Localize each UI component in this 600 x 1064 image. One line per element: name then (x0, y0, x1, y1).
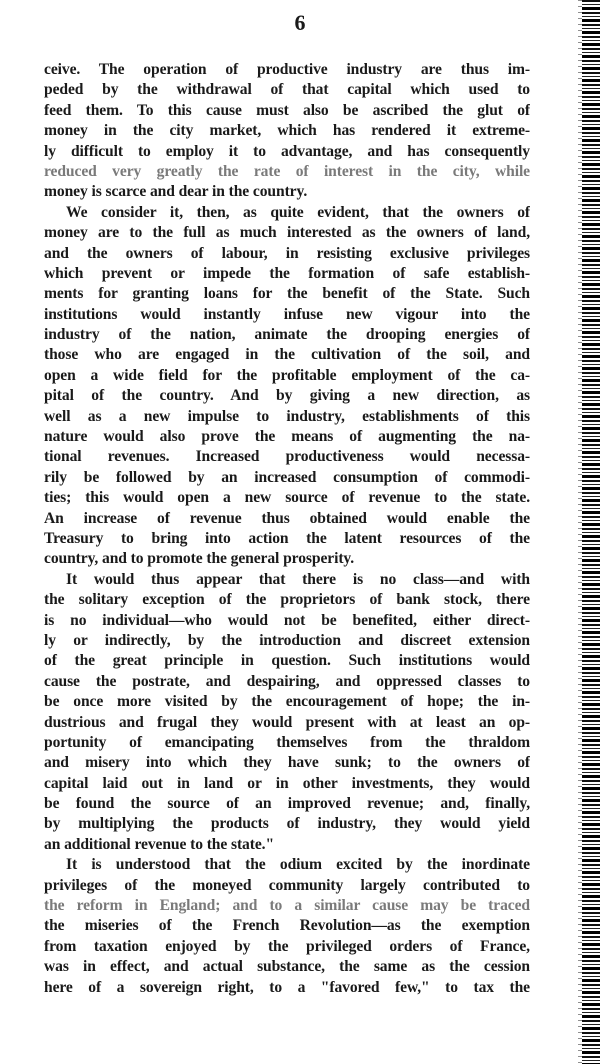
text-line: Treasury to bring into action the latent resources of the (44, 529, 530, 547)
text-line: and misery into which they have sunk; to the owners of (44, 754, 530, 772)
text-line: money is scarce and dear in the country. (44, 183, 308, 201)
text-line: It is understood that the odium excited by the inordinate (66, 856, 530, 874)
text-line: capital laid out in land or in other investments, they would (44, 774, 530, 792)
text-line: is no individual—who would not be benefited, either direct- (44, 611, 530, 629)
text-line: cause the postrate, and despairing, and oppressed classes to (44, 672, 530, 690)
text-line: open a wide field for the profitable employment of the ca- (44, 366, 530, 384)
text-line: portunity of emancipating themselves from the thraldom (44, 733, 530, 751)
text-line: ceive. The operation of productive industry are thus im- (44, 61, 530, 78)
text-line: be once more visited by the encouragement of hope; the in- (44, 693, 530, 711)
text-line: ly or indirectly, by the introduction and discreet extension (44, 631, 530, 649)
text-line: country, and to promote the general prosperity. (44, 550, 355, 568)
text-line: reduced very greatly the rate of interest in the city, while (44, 162, 530, 180)
text-line: We consider it, then, as quite evident, that the owners of (66, 203, 530, 221)
text-line: peded by the withdrawal of that capital which used to (44, 81, 530, 99)
text-line: which prevent or impede the formation of safe establish- (44, 264, 530, 282)
text-line: and the owners of labour, in resisting exclusive privileges (44, 244, 530, 262)
text-line: of the great principle in question. Such institutions would (44, 652, 530, 670)
body-text (44, 60, 530, 998)
text-line: well as a new impulse to industry, establishments of this (44, 407, 530, 425)
text-line: by multiplying the products of industry, they would yield (44, 815, 530, 833)
text-line: ties; this would open a new source of revenue to the state. (44, 489, 530, 507)
text-line: pital of the country. And by giving a new direction, as (44, 387, 530, 405)
text-line: here of a sovereign right, to a "favored few," to tax the (44, 978, 530, 996)
text-line: nature would also prove the means of augmenting the na- (44, 428, 530, 446)
text-line: dustrious and frugal they would present with at least an op- (44, 713, 530, 731)
text-line: from taxation enjoyed by the privileged orders of France, (44, 937, 530, 955)
text-line: privileges of the moneyed community largely contributed to (44, 876, 530, 894)
page-number: 6 (294, 10, 306, 35)
text-line: ments for granting loans for the benefit of the State. Such (44, 285, 530, 303)
text-line: An increase of revenue thus obtained would enable the (44, 509, 530, 527)
text-line: the solitary exception of the proprietors of bank stock, there (44, 591, 530, 609)
text-line: be found the source of an improved revenue; and, finally, (44, 795, 530, 813)
text-line: industry of the nation, animate the drooping energies of (44, 326, 530, 344)
scan-edge-strip (582, 0, 600, 1064)
text-line: was in effect, and actual substance, the same as the cession (44, 958, 530, 976)
text-line: institutions would instantly infuse new vigour into the (44, 305, 530, 323)
text-line: the reform in England; and to a similar cause may be traced (44, 897, 530, 915)
text-line: tional revenues. Increased productiveness would necessa- (44, 448, 530, 466)
text-line: money in the city market, which has rendered it extreme- (44, 122, 530, 140)
text-line: those who are engaged in the cultivation of the soil, and (44, 346, 530, 364)
text-line: It would thus appear that there is no class—and with (66, 570, 530, 588)
text-line: ly difficult to employ it to advantage, and has consequently (44, 142, 530, 160)
text-line: an additional revenue to the state." (44, 835, 275, 853)
text-line: the miseries of the French Revolution—as the exemption (44, 917, 530, 935)
text-line: rily be followed by an increased consumption of commodi- (44, 468, 530, 486)
text-line: money are to the full as much interested as the owners of land, (44, 224, 530, 242)
text-line: feed them. To this cause must also be ascribed the glut of (44, 101, 530, 119)
